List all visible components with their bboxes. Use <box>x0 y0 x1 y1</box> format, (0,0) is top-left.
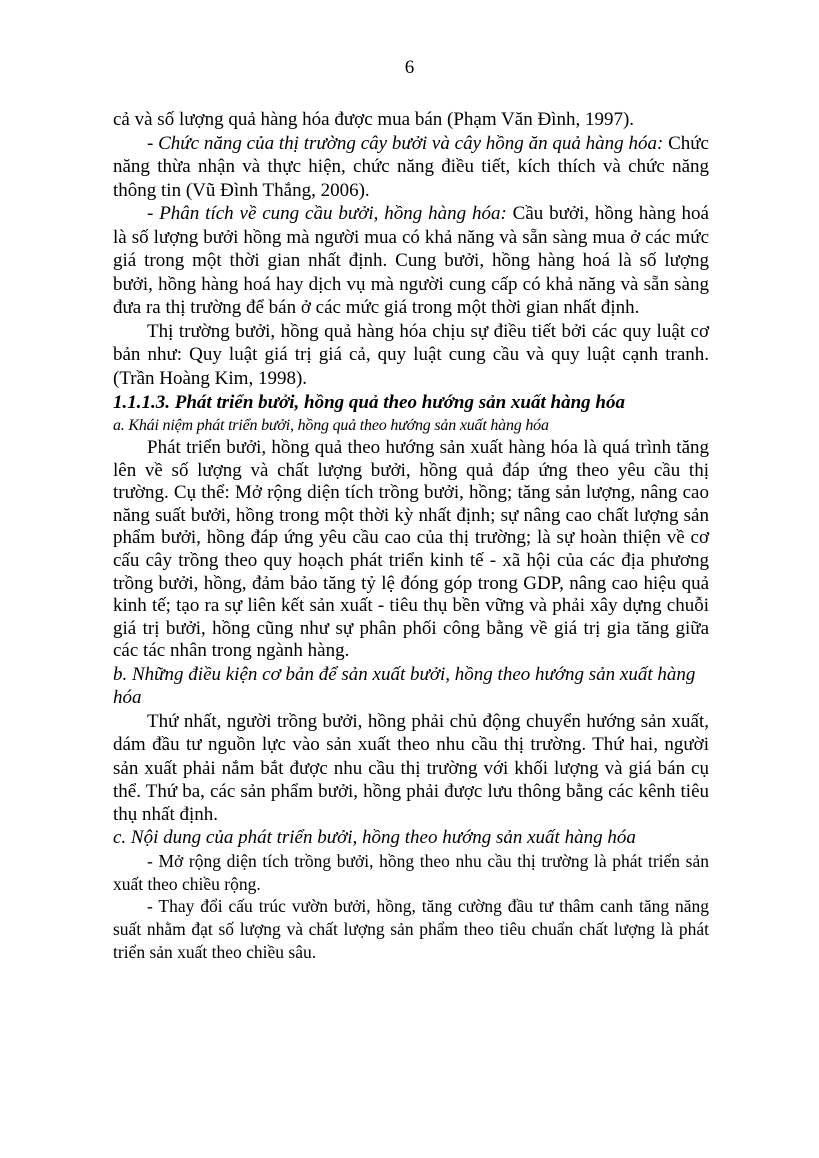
paragraph-intensive-farming: - Thay đổi cấu trúc vườn bưởi, hồng, tăng cường đầu tư thâm canh tăng năng suất nhằm đạt số lượng và chất lượng sản phẩm theo tiêu chuẩn chất lượng là phát triển sản xuất theo chiều sâu. <box>113 896 709 962</box>
supply-demand-text: Cầu bưởi, hồng hàng hoá là số lượng bưởi hồng mà người mua có khả năng và sẵn sàng mua ở các mức giá trong một thời gian nhất định. Cung bưởi, hồng hàng hoá là số lượng bưởi, hồng hàng hoá hay dịch vụ mà người cung cấp có khả năng và sẵn sàng đưa ra thị trường để bán ở các mức giá trong một thời gian nhất định. <box>113 203 709 318</box>
paragraph-basic-conditions: Thứ nhất, người trồng bưởi, hồng phải chủ động chuyển hướng sản xuất, dám đầu tư nguồn lực vào sản xuất theo nhu cầu thị trường. Thứ hai, người sản xuất phải nắm bắt được nhu cầu thị trường với khối lượng và giá bán cụ thể. Thứ ba, các sản phẩm bưởi, hồng phải được lưu thông bằng các kênh tiêu thụ nhất định. <box>113 710 709 826</box>
section-heading: 1.1.1.3. Phát triển bưởi, hồng quả theo hướng sản xuất hàng hóa <box>113 392 625 413</box>
page-content <box>113 108 709 963</box>
paragraph-market-functions <box>113 132 709 203</box>
market-functions-label: - Chức năng của thị trường cây bưởi và cây hồng ăn quả hàng hóa: <box>147 132 664 154</box>
paragraph-market-regulation: Thị trường bưởi, hồng quả hàng hóa chịu sự điều tiết bởi các quy luật cơ bản như: Quy luật giá trị giá cả, quy luật cung cầu và quy luật cạnh tranh. (Trần Hoàng Kim, 1998). <box>113 320 709 389</box>
paragraph-continuation: cả và số lượng quả hàng hóa được mua bán (Phạm Văn Đình, 1997). <box>113 109 635 130</box>
page-number: 6 <box>404 57 415 78</box>
paragraph-development-concept: Phát triển bưởi, hồng quả theo hướng sản xuất hàng hóa là quá trình tăng lên về số lượng và chất lượng bưởi, hồng quả đáp ứng theo yêu cầu thị trường. Cụ thể: Mở rộng diện tích trồng bưởi, hồng; tăng sản lượng, nâng cao năng suất bưởi, hồng trong một thời kỳ nhất định; sự nâng cao chất lượng sản phẩm bưởi, hồng đáp ứng yêu cầu cao của thị trường; là sự hoàn thiện về cơ cấu cây trồng theo quy hoạch phát triển kinh tế - xã hội của các địa phương trồng bưởi, hồng, đảm bảo tăng tỷ lệ đóng góp trong GDP, nâng cao hiệu quả kinh tế; tạo ra sự liên kết sản xuất - tiêu thụ bền vững và phải xây dựng chuỗi giá trị bưởi, hồng cũng như sự phân phối công bằng về giá trị gia tăng giữa các tác nhân trong ngành hàng. <box>113 437 709 662</box>
supply-demand-label: - Phân tích về cung cầu bưởi, hồng hàng hóa: <box>147 203 507 224</box>
subheading-c: c. Nội dung của phát triển bưởi, hồng theo hướng sản xuất hàng hóa <box>113 827 636 849</box>
paragraph-expand-area: - Mở rộng diện tích trồng bưởi, hồng theo nhu cầu thị trường là phát triển sản xuất theo chiều rộng. <box>113 850 709 894</box>
market-functions-text: Chức năng thừa nhận và thực hiện, chức năng điều tiết, kích thích và chức năng thông tin (Vũ Đình Thắng, 2006). <box>113 132 709 201</box>
subheading-a: a. Khái niệm phát triển bưởi, hồng quả theo hướng sản xuất hàng hóa <box>113 417 549 434</box>
paragraph-supply-demand <box>113 202 709 320</box>
subheading-b: b. Những điều kiện cơ bản để sản xuất bưởi, hồng theo hướng sản xuất hàng hóa <box>113 663 696 709</box>
